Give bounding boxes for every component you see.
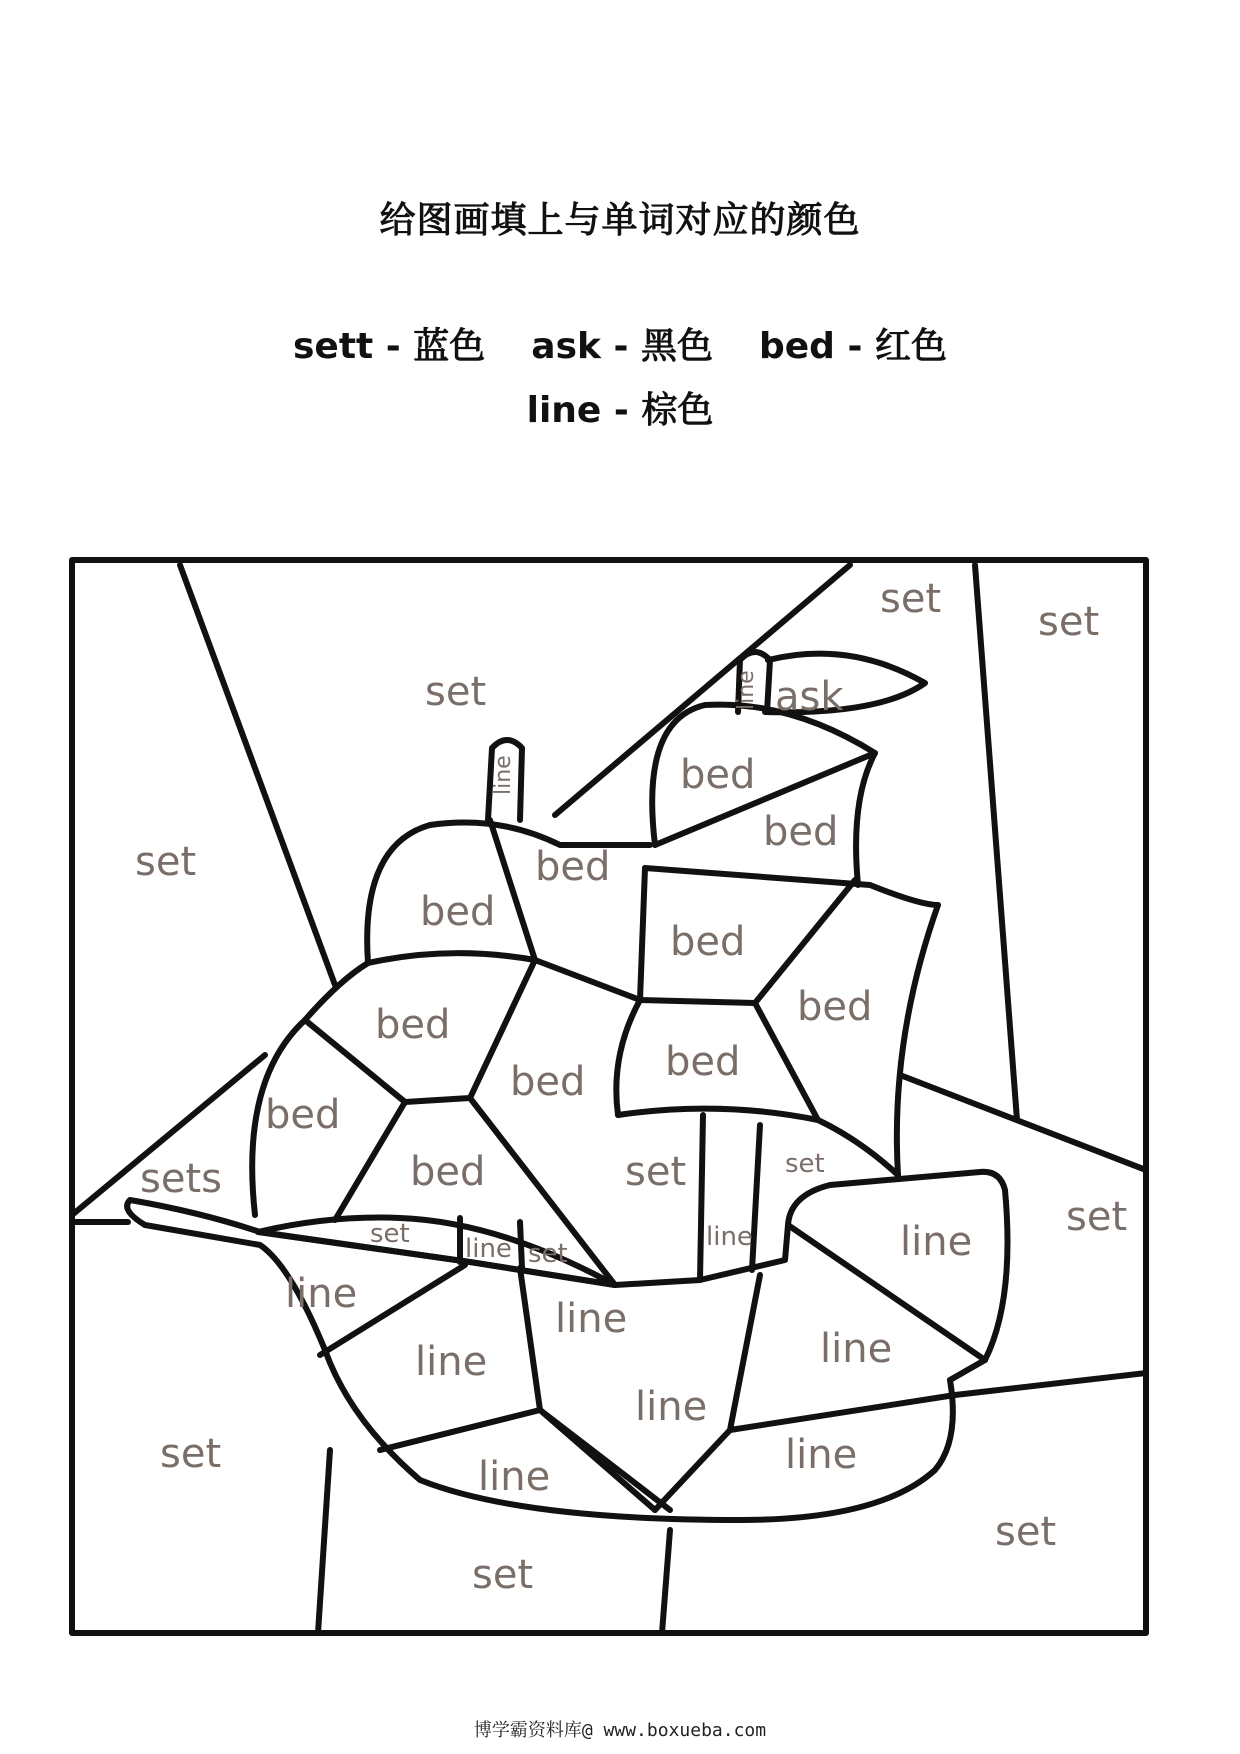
legend-item-bed: bed - 红色 bbox=[759, 326, 947, 367]
region-label: set bbox=[995, 1509, 1057, 1555]
bg-line-bottom-left bbox=[318, 1450, 330, 1633]
lower-right-sail-left bbox=[616, 1000, 640, 1115]
bg-line-bottom-center bbox=[662, 1530, 670, 1633]
region-label: line bbox=[415, 1339, 488, 1385]
lower-right-sail-divider-2 bbox=[752, 1125, 760, 1270]
bg-line-left bbox=[180, 565, 335, 985]
region-label: set bbox=[370, 1219, 410, 1249]
region-label: set bbox=[625, 1149, 687, 1195]
region-label: bed bbox=[763, 809, 839, 855]
region-label: set bbox=[1066, 1194, 1128, 1240]
region-label: set bbox=[425, 669, 487, 715]
hull-line-7 bbox=[655, 1430, 730, 1510]
region-label: line bbox=[900, 1219, 973, 1265]
region-label: bed bbox=[265, 1092, 341, 1138]
region-label: set bbox=[1038, 599, 1100, 645]
region-label: line bbox=[285, 1271, 358, 1317]
region-label: line bbox=[734, 670, 759, 710]
region-label: bed bbox=[420, 889, 496, 935]
region-label: line bbox=[555, 1296, 628, 1342]
page-title: 给图画填上与单词对应的颜色 bbox=[379, 200, 861, 241]
region-label: bed bbox=[535, 844, 611, 890]
region-label: ask bbox=[775, 674, 844, 720]
region-label: line bbox=[706, 1222, 753, 1252]
middle-sail-top-right bbox=[535, 960, 640, 1000]
region-label: set bbox=[528, 1239, 568, 1269]
region-label: line bbox=[785, 1432, 858, 1478]
upper-left-sail-divider bbox=[490, 820, 535, 960]
middle-right-sail-left bbox=[640, 868, 645, 1000]
bg-line-right-lower bbox=[900, 1075, 1146, 1170]
region-label: line bbox=[820, 1326, 893, 1372]
lower-left-sail-divider-1 bbox=[335, 1102, 405, 1220]
region-label: set bbox=[785, 1149, 825, 1179]
footer-credit: 博学霸资料库@ www.boxueba.com bbox=[473, 1720, 767, 1741]
region-label: line bbox=[465, 1234, 512, 1264]
region-label: set bbox=[160, 1431, 222, 1477]
region-label: line bbox=[635, 1384, 708, 1430]
middle-right-sail-top bbox=[645, 868, 938, 905]
region-label: bed bbox=[680, 752, 756, 798]
middle-right-sail-right bbox=[897, 905, 938, 1175]
middle-left-sail-top bbox=[305, 963, 368, 1020]
region-label: bed bbox=[670, 919, 746, 965]
region-label: set bbox=[880, 576, 942, 622]
region-label: set bbox=[472, 1552, 534, 1598]
region-label: bed bbox=[797, 984, 873, 1030]
region-label: set bbox=[135, 839, 197, 885]
upper-left-sail-bottom bbox=[368, 953, 535, 963]
legend-item-line: line - 棕色 bbox=[526, 390, 714, 431]
region-label: bed bbox=[510, 1059, 586, 1105]
legend-item-sett: sett - 蓝色 bbox=[293, 326, 486, 367]
region-label: line bbox=[491, 755, 516, 795]
lower-right-sail-divider-1 bbox=[700, 1115, 703, 1280]
region-label: line bbox=[478, 1454, 551, 1500]
bg-line-right bbox=[975, 565, 1017, 1120]
legend-item-ask: ask - 黑色 bbox=[531, 326, 713, 367]
region-label: bed bbox=[665, 1039, 741, 1085]
region-label: bed bbox=[410, 1149, 486, 1195]
region-label: bed bbox=[375, 1002, 451, 1048]
region-label: sets bbox=[140, 1156, 222, 1202]
bg-line-bottom-right bbox=[955, 1373, 1146, 1395]
deck-divider-2 bbox=[520, 1222, 522, 1268]
hull-line-4 bbox=[380, 1410, 540, 1450]
